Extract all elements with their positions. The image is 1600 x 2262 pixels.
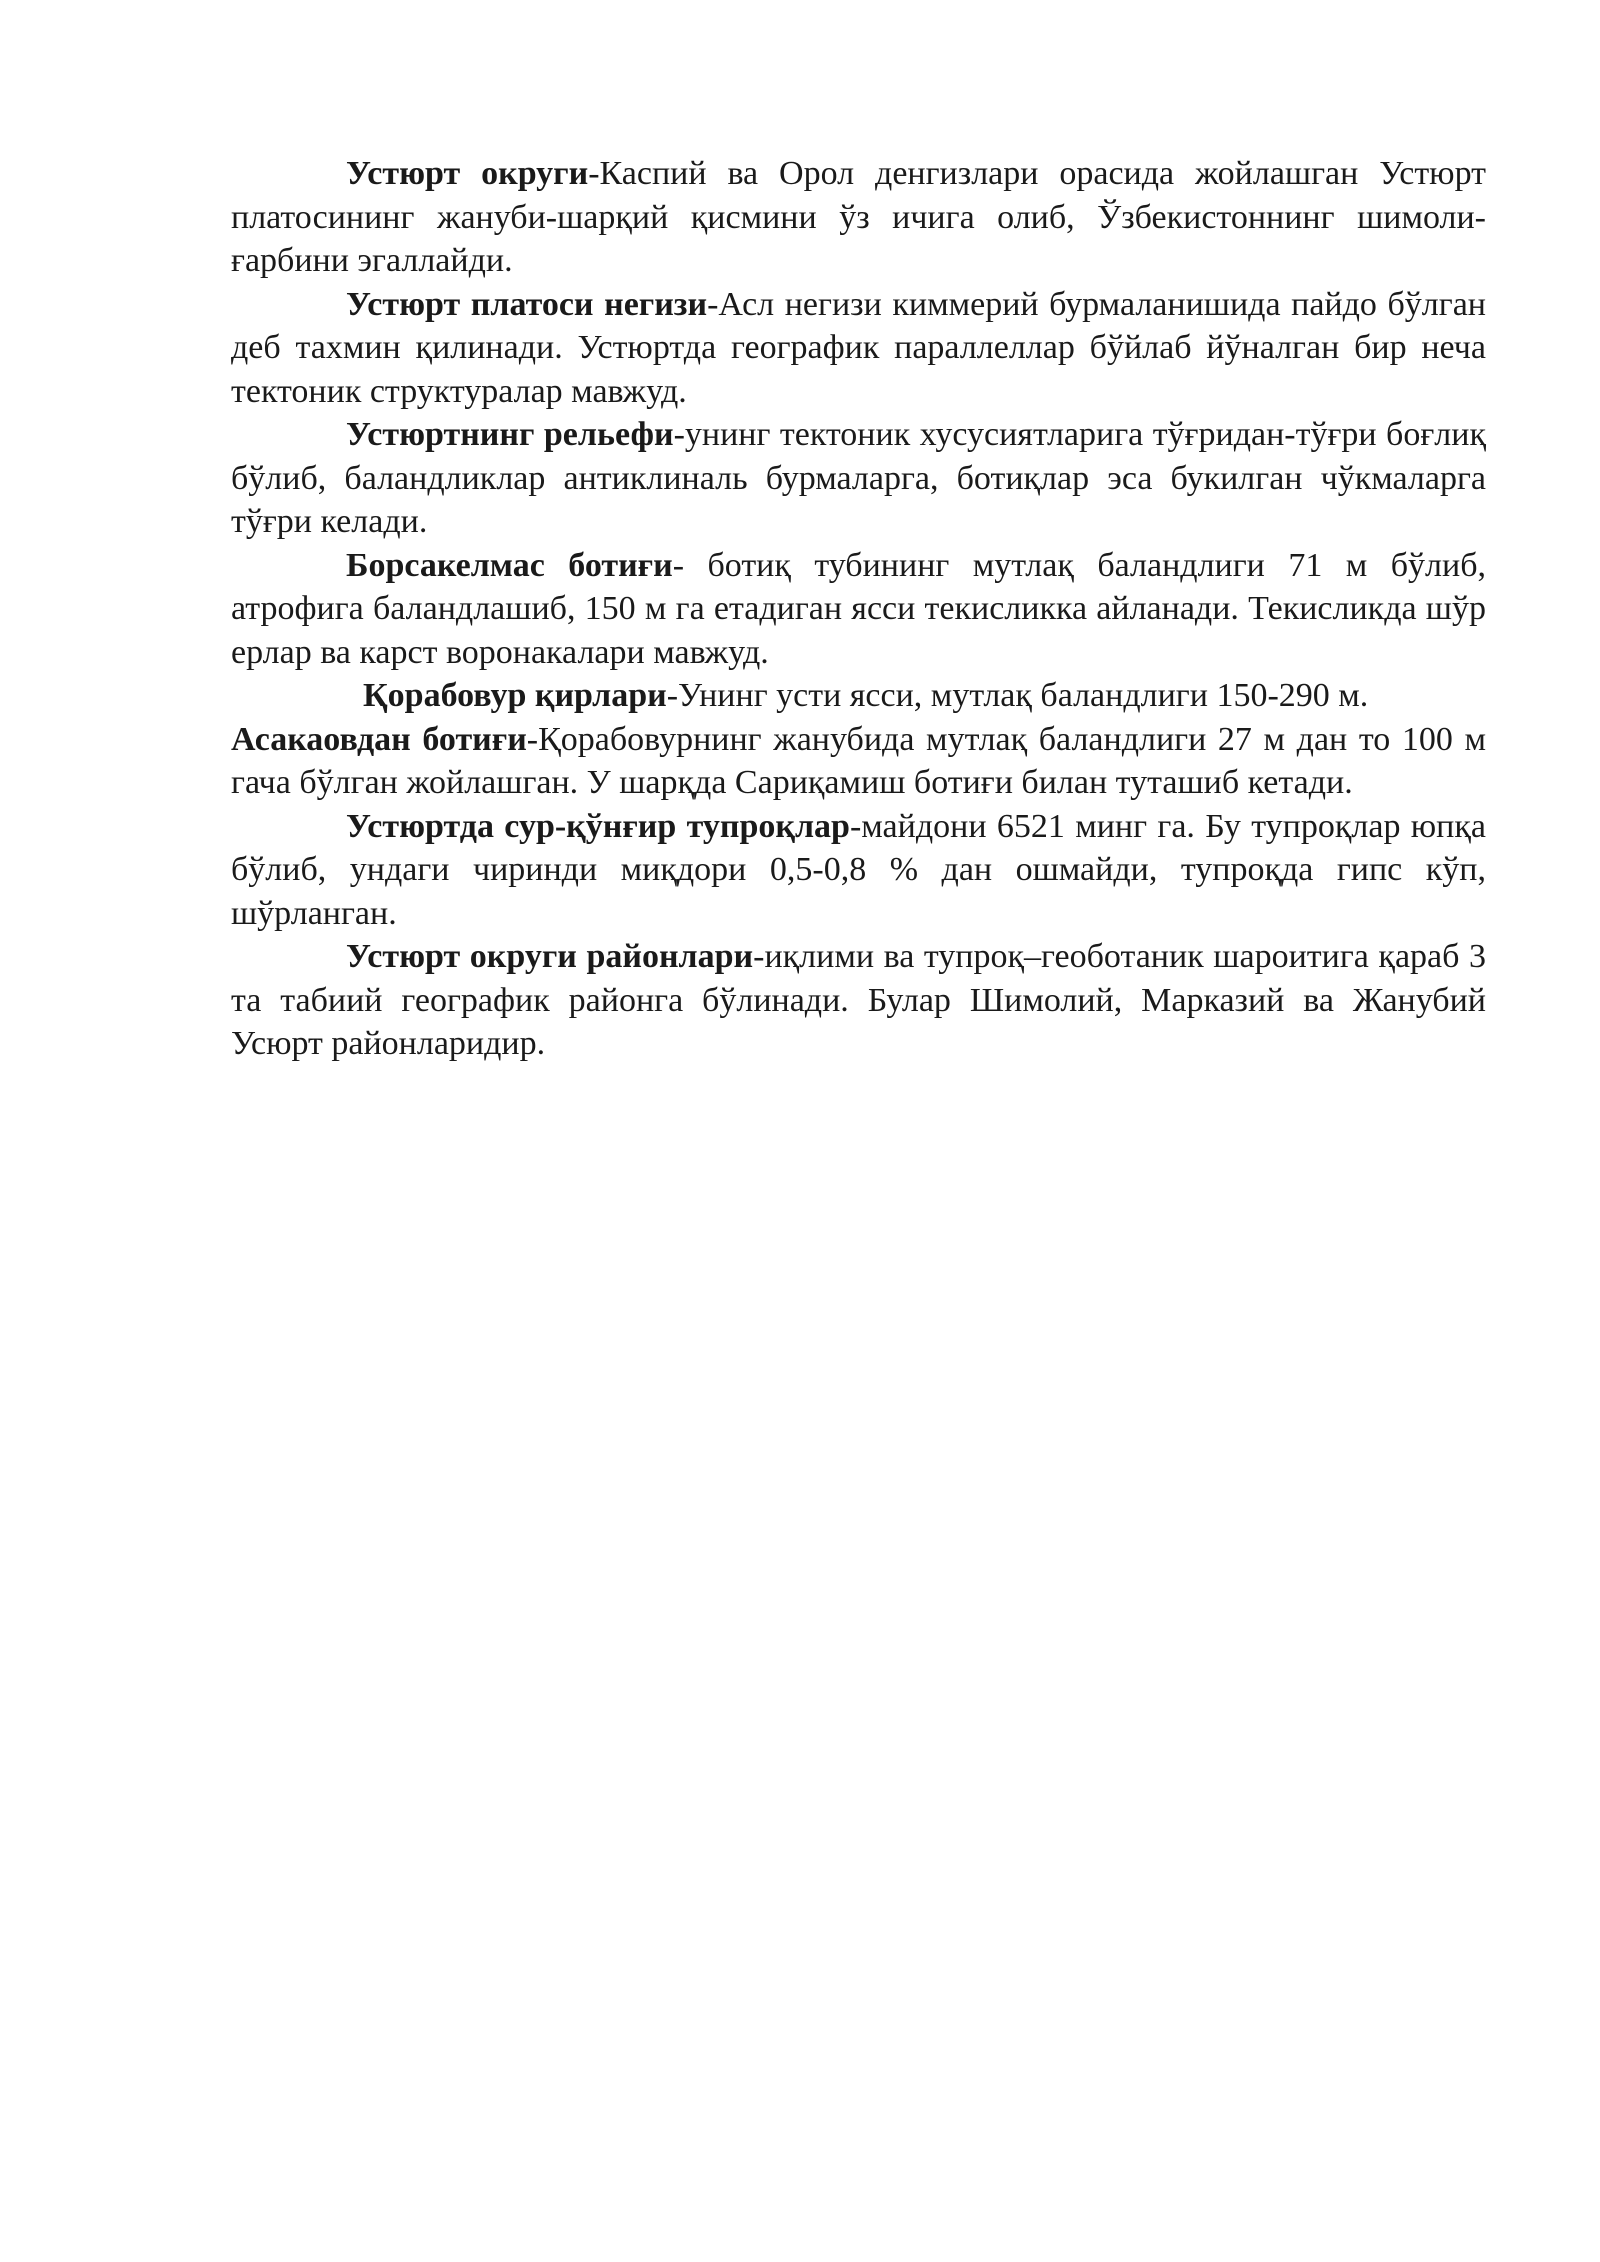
paragraph-text: -иқлими ва тупроқ–геоботаник шароитига қараб 3 та табиий географик районга бўлинади. Булар Шимолий, Марказий ва Жанубий Усюрт районларидир. — [231, 938, 1487, 1062]
paragraph-term: Устюрт округи районлари — [346, 938, 754, 975]
paragraph-qorabovur — [231, 674, 1486, 718]
paragraph-term: Устюртнинг рельефи — [346, 416, 674, 453]
paragraph-text: - ботиқ тубининг мутлақ баландлиги 71 м бўлиб, атрофига баландлашиб, 150 м га етадиган ясси текисликка айланади. Текисликда шўр ерлар ва карст воронакалари мавжуд. — [231, 546, 1487, 671]
paragraph-text: -Каспий ва Орол денгизлари орасида жойлашган Устюрт платосининг жануби-шарқий қисмини ўз ичига олиб, Ўзбекистоннинг шимоли-ғарбини эгаллайди. — [231, 155, 1486, 279]
paragraph-term: Устюрт платоси негизи — [346, 285, 708, 323]
paragraph-text: -Қорабовурнинг жанубида мутлақ баландлиги 27 м дан то 100 м гача бўлган жойлашган. У шарқда Сариқамиш ботиғи билан туташиб кетади. — [231, 720, 1487, 801]
paragraph-asakaovdan — [231, 718, 1486, 805]
document-page — [231, 152, 1486, 1066]
paragraph-text: -унинг тектоник хусусиятларига тўғридан-тўғри боғлиқ бўлиб, баландликлар антиклиналь бурмаларга, ботиқлар эса букилган чўкмаларга тўғри келади. — [231, 416, 1486, 540]
paragraph-text: -майдони 6521 минг га. Бу тупроқлар юпқа бўлиб, ундаги чиринди миқдори 0,5-0,8 % дан ошмайди, тупроқда гипс кўп, шўрланган. — [231, 807, 1486, 932]
paragraph-tuproqlar — [231, 805, 1486, 936]
paragraph-term: Устюрт округи — [346, 155, 589, 192]
paragraph-term: Қорабовур қирлари — [363, 677, 667, 714]
paragraph-rayonlari — [231, 935, 1486, 1066]
paragraph-text: -Унинг усти ясси, мутлақ баландлиги 150-290 м. — [666, 677, 1369, 714]
paragraph-term: Устюртда сур-қўнғир тупроқлар — [346, 807, 850, 845]
paragraph-term: Асакаовдан ботиғи — [231, 720, 527, 758]
paragraph-relefi — [231, 413, 1486, 544]
paragraph-text: -Асл негизи киммерий бурмаланишида пайдо бўлган деб тахмин қилинади. Устюртда географик параллеллар бўйлаб йўналган бир неча тектоник структуралар мавжуд. — [231, 285, 1486, 410]
paragraph-plato-negizi — [231, 283, 1486, 414]
paragraph-ustyurt-okrugi — [231, 152, 1486, 283]
paragraph-borsakelmas — [231, 544, 1486, 675]
paragraph-term: Борсакелмас ботиғи — [346, 546, 673, 584]
